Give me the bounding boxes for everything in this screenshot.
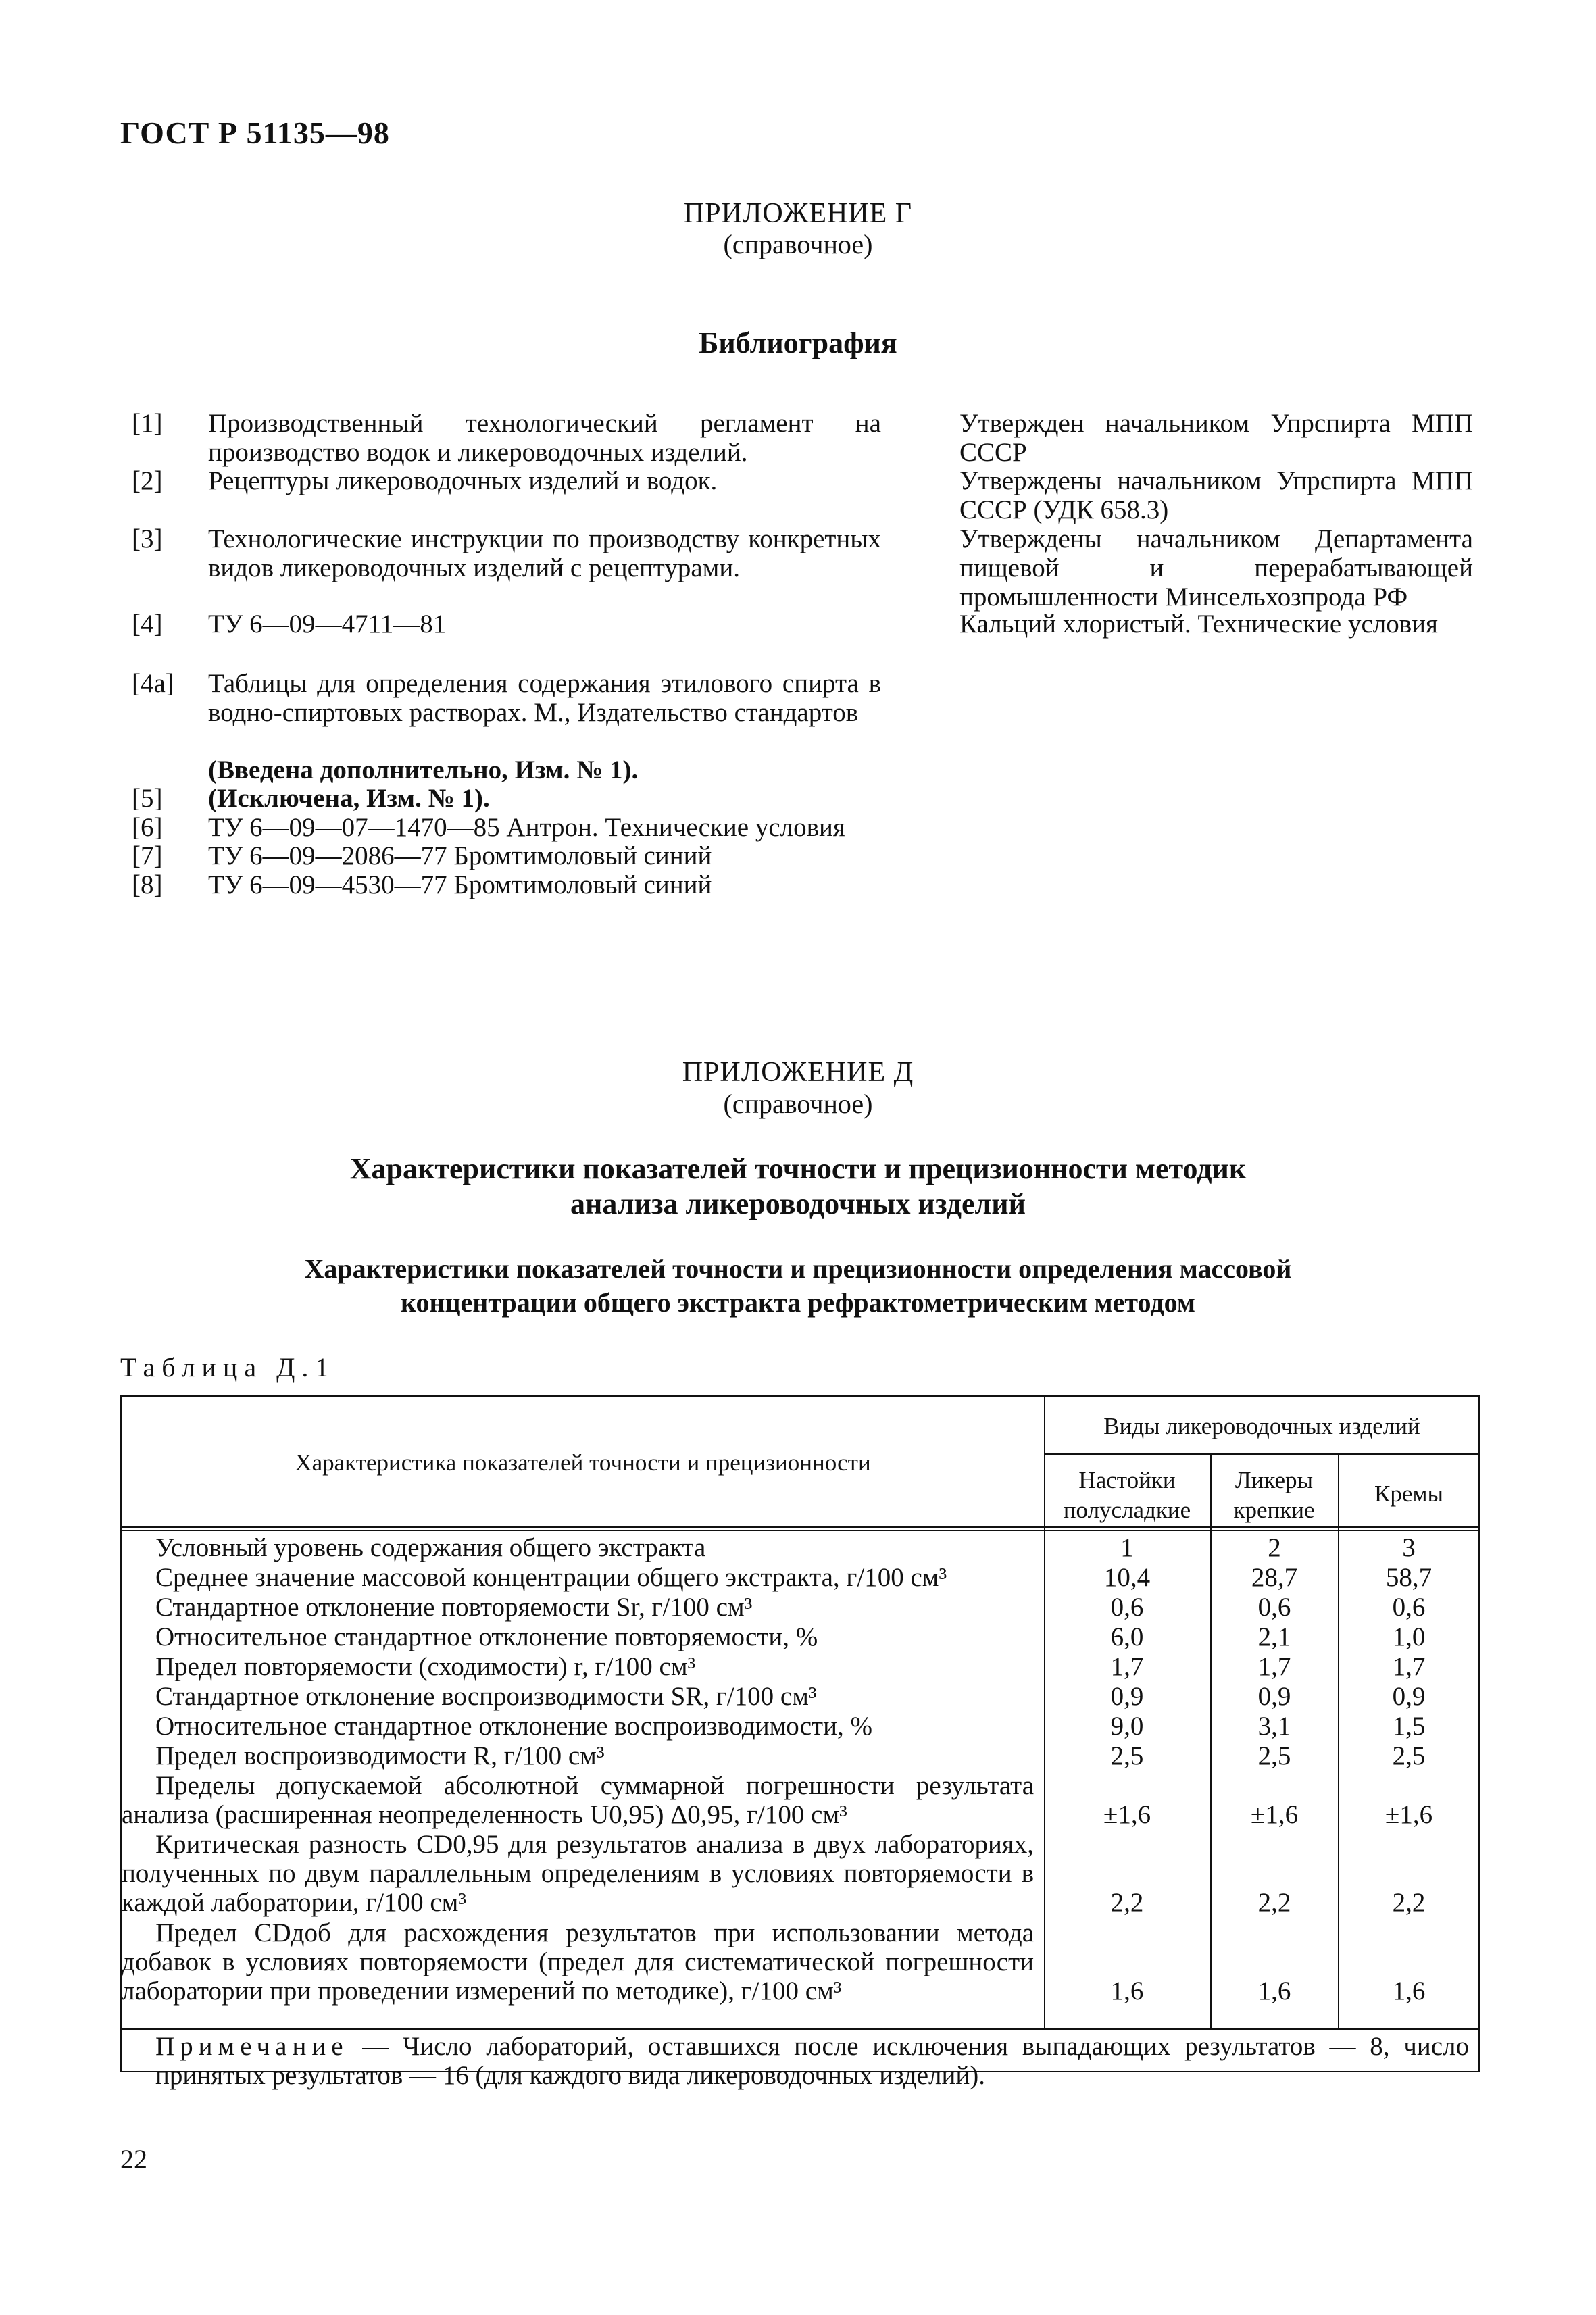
table-note-prefix: Примечание [155,2032,349,2061]
cell-value: 1,0 [1392,1622,1426,1651]
cell-value: 0,9 [1392,1682,1426,1711]
cell-value: 0,6 [1392,1593,1426,1622]
table-divider [122,1530,1480,1531]
row-label: Условный уровень содержания общего экстракта [155,1533,706,1562]
bib-text: ТУ 6—09—2086—77 Бромтимоловый синий [208,841,712,870]
cell-value: 2,2 [1257,1888,1291,1917]
header-col-2 [1210,1466,1338,1525]
data-table [120,1395,1480,2090]
appendix-d-subtitle: (справочное) [723,1089,873,1119]
bib-text: (Исключена, Изм. № 1). [208,784,490,813]
page-number: 22 [120,2144,147,2174]
cell-value: 1,5 [1392,1712,1426,1741]
appendix-g-title: ПРИЛОЖЕНИЕ Г [683,198,913,229]
bib-approval: Утверждены начальником Упрспирта МПП СССР (УДК 658.3) [959,466,1473,524]
header-col-2-line2: крепкие [1233,1497,1315,1523]
bib-number: [4] [132,609,163,639]
cell-value: 2,5 [1110,1741,1144,1770]
bib-text: Таблицы для определения содержания этилового спирта в водно-спиртовых растворах. М., Издательство стандартов [208,669,881,727]
cell-value: 58,7 [1385,1563,1432,1592]
appendix-d-title: ПРИЛОЖЕНИЕ Д [682,1057,914,1088]
cell-value: 2,2 [1392,1888,1426,1917]
table-note [122,2032,1481,2090]
cell-value: 1,7 [1257,1652,1291,1681]
table-divider [122,1526,1480,1528]
cell-value: 1,7 [1392,1652,1426,1681]
cell-value: 2,5 [1392,1741,1426,1770]
header-product-types: Виды ликероводочных изделий [1103,1413,1420,1439]
appendix-d-heading-line1: Характеристики показателей точности и прецизионности методик [349,1152,1247,1185]
cell-value: ±1,6 [1103,1800,1151,1829]
appendix-d-subheading-line2: концентрации общего экстракта рефрактометрическим методом [400,1287,1196,1318]
cell-value: 0,6 [1110,1593,1144,1622]
table-divider [1044,1453,1480,1455]
row-label: Среднее значение массовой концентрации общего экстракта, г/100 см³ [155,1563,947,1592]
cell-value: 2,2 [1110,1888,1144,1917]
cell-value: 9,0 [1110,1712,1144,1741]
bib-number: [4а] [132,669,174,698]
bib-number: [8] [132,870,163,899]
cell-value: 3 [1402,1533,1416,1562]
row-label: Предел воспроизводимости R, г/100 см³ [155,1741,605,1770]
document-header: ГОСТ Р 51135—98 [120,116,390,150]
row-label: Пределы допускаемой абсолютной суммарной погрешности результата анализа (расширенная неопределенность U0,95) Δ0,95, г/100 см³ [122,1771,1034,1829]
bib-text: Технологические инструкции по производству конкретных видов ликероводочных изделий с рецептурами. [208,524,881,582]
table-note-text: — Число лабораторий, оставшихся после исключения выпадающих результатов — 8, число принятых результатов — 16 (для каждого вида ликероводочных изделий). [155,2032,1469,2090]
cell-value: 1 [1120,1533,1134,1562]
cell-value: ±1,6 [1385,1800,1433,1829]
bib-text: Рецептуры ликероводочных изделий и водок. [208,466,718,495]
bib-approval: Утвержден начальником Упрспирта МПП СССР [959,409,1473,467]
bib-number: [7] [132,841,163,870]
bib-amendment-note: (Введена дополнительно, Изм. № 1). [208,755,639,785]
bib-number: [1] [132,409,163,438]
bib-number: [2] [132,466,163,495]
bib-text: ТУ 6—09—4711—81 [208,609,447,639]
bib-number: [5] [132,784,163,813]
row-label: Предел CDдоб для расхождения результатов при использовании метода добавок в условиях повторяемости (предел для систематической погрешности лаборатории при проведении измерений по методике), г/100 см³ [122,1918,1034,2006]
cell-value: 1,6 [1392,1976,1426,2006]
cell-value: 1,7 [1110,1652,1144,1681]
cell-value: 6,0 [1110,1622,1144,1651]
row-label: Стандартное отклонение воспроизводимости SR, г/100 см³ [155,1682,817,1711]
row-label: Критическая разность CD0,95 для результатов анализа в двух лабораториях, полученных по двум параллельным определениям в условиях повторяемости в каждой лаборатории, г/100 см³ [122,1830,1034,1917]
table-divider [122,2028,1480,2030]
row-label: Предел повторяемости (сходимости) r, г/100 см³ [155,1652,696,1681]
bib-text: ТУ 6—09—07—1470—85 Антрон. Технические условия [208,813,845,842]
cell-value: 2 [1268,1533,1281,1562]
header-col-1-line2: полусладкие [1063,1497,1191,1523]
cell-value: 1,6 [1110,1976,1144,2006]
row-label: Относительное стандартное отклонение воспроизводимости, % [155,1712,872,1741]
table-label: Таблица Д.1 [120,1352,336,1383]
cell-value: ±1,6 [1250,1800,1299,1829]
bib-number: [6] [132,813,163,842]
cell-value: 2,5 [1257,1741,1291,1770]
header-col-1-line1: Настойки [1078,1467,1176,1493]
appendix-g-subtitle: (справочное) [723,229,873,259]
cell-value: 0,9 [1110,1682,1144,1711]
appendix-d-subheading-line1: Характеристики показателей точности и прецизионности определения массовой [304,1253,1292,1284]
bib-text: Производственный технологический регламент на производство водок и ликероводочных изделий. [208,409,881,467]
row-label: Стандартное отклонение повторяемости Sr, г/100 см³ [155,1593,753,1622]
bib-text: ТУ 6—09—4530—77 Бромтимоловый синий [208,870,712,899]
bib-number: [3] [132,524,163,553]
header-characteristic: Характеристика показателей точности и прецизионности [295,1449,871,1476]
bib-approval: Утверждены начальником Департамента пищевой и перерабатывающей промышленности Минсельхозпрода РФ [959,524,1473,612]
header-col-2-line1: Ликеры [1235,1467,1314,1493]
cell-value: 2,1 [1257,1622,1291,1651]
cell-value: 10,4 [1103,1563,1151,1592]
header-col-3 [1338,1479,1480,1509]
cell-value: 28,7 [1251,1563,1298,1592]
cell-value: 0,6 [1257,1593,1291,1622]
appendix-d-heading-line2: анализа ликероводочных изделий [570,1187,1026,1220]
cell-value: 3,1 [1257,1712,1291,1741]
bib-approval: Кальций хлористый. Технические условия [959,609,1438,639]
header-col-3-line1: Кремы [1374,1480,1444,1507]
bibliography-heading: Библиография [699,326,897,359]
cell-value: 0,9 [1257,1682,1291,1711]
row-label: Относительное стандартное отклонение повторяемости, % [155,1622,818,1651]
cell-value: 1,6 [1257,1976,1291,2006]
header-col-1 [1044,1466,1210,1525]
